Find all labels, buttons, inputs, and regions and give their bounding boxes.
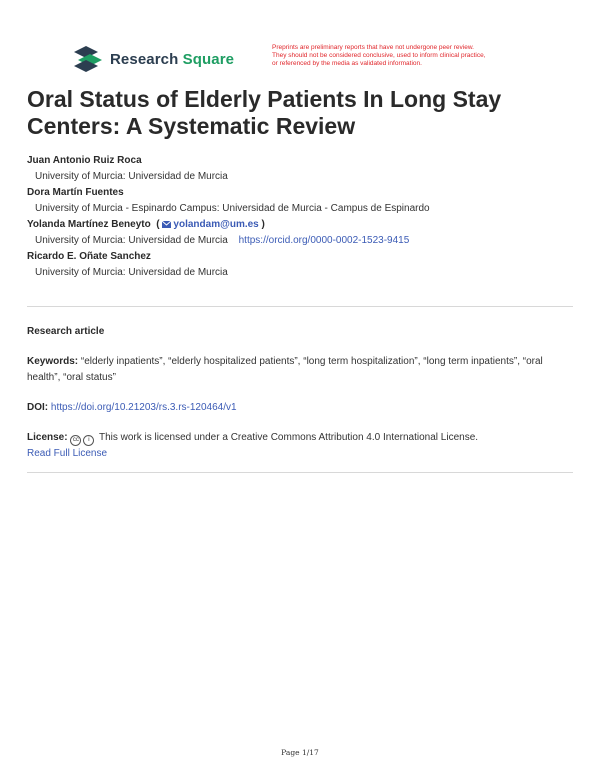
- paper-title: Oral Status of Elderly Patients In Long Stay Centers: A Systematic Review: [27, 86, 502, 139]
- author-affiliation: University of Murcia: Universidad de Murcia: [35, 171, 228, 182]
- corresponding-author: Yolanda Martínez Beneyto ( yolandam@um.es ): [27, 219, 265, 230]
- author-name: Yolanda Martínez Beneyto: [27, 219, 151, 230]
- cc-by-icon: i: [83, 435, 94, 446]
- article-type: Research article: [27, 326, 105, 337]
- author-affiliation: University of Murcia: Universidad de Murcia: [35, 235, 228, 246]
- author-affiliation: University of Murcia: Universidad de Murcia: [35, 267, 228, 278]
- read-full-license-link[interactable]: Read Full License: [27, 448, 108, 459]
- doi-label: DOI:: [27, 402, 49, 413]
- license-label: License:: [27, 432, 68, 443]
- divider: [27, 306, 573, 307]
- preprint-disclaimer: [272, 44, 542, 68]
- disclaimer-line: or referenced by the media as validated information.: [272, 60, 422, 67]
- author-name: Dora Martín Fuentes: [27, 187, 124, 198]
- doi-row: [27, 400, 573, 416]
- cc-icon: cc: [70, 435, 81, 446]
- author-email-link[interactable]: [162, 219, 258, 230]
- divider: [27, 472, 573, 473]
- disclaimer-line: Preprints are preliminary reports that have not undergone peer review.: [272, 44, 474, 51]
- author-email: yolandam@um.es: [173, 219, 259, 230]
- page-number: Page 1/17: [281, 748, 319, 757]
- disclaimer-line: They should not be considered conclusive, used to inform clinical practice,: [272, 52, 486, 59]
- doi-link[interactable]: https://doi.org/10.21203/rs.3.rs-120464/v1: [50, 402, 237, 413]
- keywords: [27, 354, 573, 386]
- keywords-text: “elderly inpatients”, “elderly hospitalized patients”, “long term hospitalization”, “long term inpatients”, “oral health”, “oral status”: [27, 356, 543, 383]
- author-name: Ricardo E. Oñate Sanchez: [27, 251, 151, 262]
- envelope-icon: [162, 221, 171, 228]
- logo-word-square: Square: [182, 50, 235, 68]
- research-square-logo[interactable]: [72, 46, 234, 72]
- orcid-link[interactable]: https://orcid.org/0000-0002-1523-9415: [238, 235, 410, 246]
- author-affiliation-row: [27, 233, 577, 249]
- keywords-label: Keywords:: [27, 356, 79, 367]
- license-row: [27, 430, 573, 462]
- author-name: Juan Antonio Ruiz Roca: [27, 155, 142, 166]
- logo-text: [110, 51, 234, 68]
- license-text: This work is licensed under a Creative Commons Attribution 4.0 International License.: [98, 432, 479, 443]
- logo-word-research: Research: [110, 50, 179, 68]
- author-affiliation: University of Murcia - Espinardo Campus: Universidad de Murcia - Campus de Espinardo: [35, 203, 430, 214]
- research-square-logo-icon: [72, 46, 104, 72]
- author-list: [27, 153, 577, 281]
